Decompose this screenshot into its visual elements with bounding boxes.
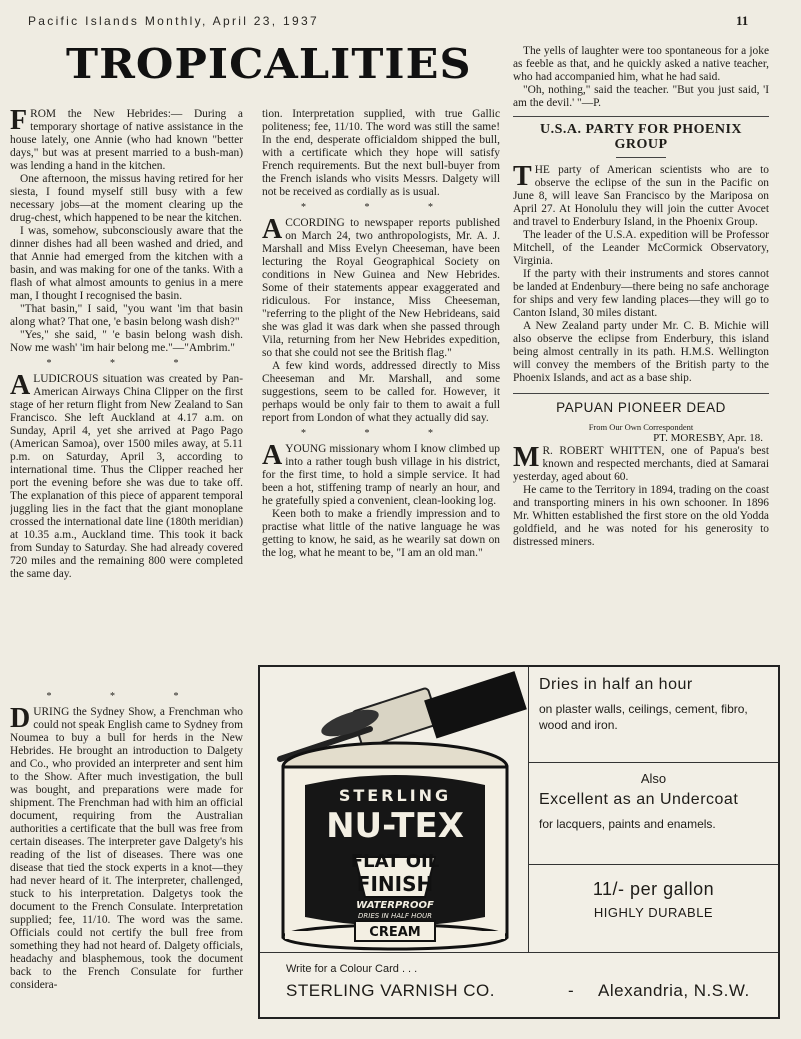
tin-line3: WATERPROOF <box>356 900 434 911</box>
ad-footer <box>260 952 778 1018</box>
column-2 <box>262 108 500 656</box>
section-divider: * * * <box>301 428 461 439</box>
tin-line4: DRIES IN HALF HOUR <box>358 912 432 920</box>
section-divider: * * * <box>46 691 207 702</box>
headline-phoenix: U.S.A. PARTY FOR PHOENIX GROUP <box>539 122 743 152</box>
page-title: TROPICALITIES <box>66 40 472 88</box>
short-rule <box>616 157 666 158</box>
tin-color: CREAM <box>369 925 421 940</box>
ad-place: Alexandria, N.S.W. <box>598 981 750 1000</box>
ad-dries-text: on plaster walls, ceilings, cement, fibro, wood and iron. <box>539 702 748 732</box>
paragraph: "That basin," I said, "you want 'im that basin along what? That one, 'e basin belong wash dish?" <box>10 303 243 328</box>
rule <box>513 393 769 394</box>
paragraph: He came to the Territory in 1894, trading on the coast and transporting miners in his own schooner. In 1896 Mr. Whitten established the first store on the old Yodda goldfield, and he was noted for his generosity to distressed miners. <box>513 484 769 548</box>
ad-cell-undercoat <box>529 763 778 865</box>
article-anthropologists: ACCORDING to newspaper reports published on March 24, two anthropologists, Mr. A. J. Marshall and Miss Evelyn Cheeseman, have been lecturing the Royal Geographical Society on conditions in New Guinea and New Hebrides. Some of their statements appear exaggerated and ridiculous. For instance, Miss Cheeseman, "referring to the plight of the New Hebrideans, said she was glad it was dark when she passed through Vila, returning from her New Hebrides expedition, so that she could not see the British flag." <box>262 214 500 359</box>
column-1-lower <box>10 688 243 1028</box>
ad-dries-heading: Dries in half an hour <box>539 676 693 693</box>
running-head: Pacific Islands Monthly, April 23, 1937 <box>28 14 319 28</box>
drop-cap: M <box>513 442 540 473</box>
ad-illustration <box>260 667 529 952</box>
paragraph: The leader of the U.S.A. expedition will be Professor Mitchell, of the Leander McCormick Observatory, Virginia. <box>513 229 769 267</box>
tin-brand: STERLING <box>338 786 452 805</box>
ad-company: STERLING VARNISH CO. <box>286 981 495 1000</box>
ad-price: 11/- per gallon <box>592 879 715 899</box>
column-3 <box>513 45 769 657</box>
paragraph: "Oh, nothing," said the teacher. "But you just said, 'I am the devil.' "—P. <box>513 84 769 109</box>
paint-tin-illustration <box>260 667 528 952</box>
byline: From Our Own Correspondent <box>588 422 694 432</box>
section-divider: * * * <box>46 358 207 369</box>
ad-undercoat-text: for lacquers, paints and enamels. <box>539 817 716 831</box>
rule <box>513 116 769 117</box>
ad-colour-card: Write for a Colour Card . . . <box>286 963 418 975</box>
paragraph: I was, somehow, subconsciously aware that the dinner dishes had all been washed and dried, and that Annie had emerged from the kitchen with a basin, and was making for one of the tanks. With a flash of what almost amounts to genius in a mere man, I thought I recognised the basin. <box>10 225 243 302</box>
paragraph: One afternoon, the missus having retired for her siesta, I found myself still busy with a few necessary jobs—at the moment clearing up the drug-chest, which happened to be near the kitchen. <box>10 173 243 224</box>
ad-undercoat-heading: Excellent as an Undercoat <box>539 791 739 808</box>
article-papuan: M R. ROBERT WHITTEN, one of Papua's best known and respected merchants, died at Samarai yesterday, aged about 60. <box>513 442 769 483</box>
paragraph: A few kind words, addressed directly to Miss Cheeseman and Mr. Marshall, and some suggestions, seem to be called for. However, it perhaps would be only fair to them to await a full report from London of what they actually did say. <box>262 360 500 424</box>
article-missionary: A YOUNG missionary whom I know climbed up into a rather tough bush village in his district, for the first time, to hold a simple service. It had been a hot, stiffening tramp of nearly an hour, and he gratefully spied a convenient, clean-looking log. <box>262 440 500 507</box>
drop-cap: T <box>513 161 532 192</box>
tin-line1: FLAT OIL <box>350 851 440 872</box>
article-new-hebrides-intro: FROM the New Hebrides:— During a temporary shortage of native assistance in the house lately, one Annie (who had known "better days," but was at present married to a bush-man) was lending a hand in the kitchen. <box>10 108 243 172</box>
paragraph: Keen both to make a friendly impression and to practise what little of the native language he was getting to know, he said, as he wearily sat down on the log, what he meant to be, "I am an old man." <box>262 508 500 559</box>
drop-cap: F <box>10 108 28 136</box>
article-china-clipper: A LUDICROUS situation was created by Pan-American Airways China Clipper on the first stage of her return flight from New Zealand to San Francisco. She left Auckland at 4.17 a.m. on Sunday, April 4, yet she arrived at Pago Pago (American Samoa), over 1500 miles away, at 5.11 p.m. on Saturday, April 3, according to international time. Thus the Clipper reached her port the evening before she was due to take off. The explanation of this piece of apparent temporal juggling lies in the fact that the giant monoplane crossed the international date line (180th meridian) at 10.35 a.m., Auckland time. This took it back from Sunday to Saturday. She had already covered 720 miles and the remaining 800 were completed the same day. <box>10 370 243 580</box>
ad-also: Also <box>640 771 667 786</box>
ad-dash: - <box>568 981 574 1000</box>
paragraph: The yells of laughter were too spontaneous for a joke as feeble as that, and he quickly asked a native teacher, who had accompanied him, what he had said. <box>513 45 769 83</box>
article-phoenix: THE party of American scientists who are to observe the eclipse of the sun in the Pacific on June 8, will leave San Francisco by the Mariposa on April 27. At Honolulu they will join the cutter Avocet and travel to Enderbury Island, in the Phoenix Group. <box>513 161 769 228</box>
ad-cell-dries <box>529 667 778 763</box>
drop-cap: D <box>10 703 31 734</box>
tin-line2: FINISH <box>356 872 434 896</box>
drop-cap: A <box>262 214 283 245</box>
drop-cap: A <box>10 370 31 401</box>
paragraph: "Yes," she said, " 'e basin belong wash dish. Now me wash' 'im hair belong me."—"Ambrim." <box>10 329 243 354</box>
paragraph: tion. Interpretation supplied, with true Gallic politeness; fee, 11/10. The word was still the same! In the end, desperate officialdom shipped the bull, with a certificate which they hope will satisfy French requirements. But the next bull-buyer from the French islands who visits Messrs. Dalgety will not be received as cordially as is usual. <box>262 108 500 198</box>
ad-durable: HIGHLY DURABLE <box>593 905 714 920</box>
drop-cap: A <box>262 440 283 471</box>
tin-product: NU-TEX <box>326 806 464 846</box>
paragraph: A New Zealand party under Mr. C. B. Michie will also observe the eclipse from Enderbury, this island being almost centrally in its path. H.M.S. Wellington will convey the members of the British party to the Phoenix Islands, and act as a base ship. <box>513 320 769 384</box>
advertisement <box>258 665 780 1019</box>
paragraph: If the party with their instruments and stores cannot be landed at Endenbury—there being no safe anchorage for ships and very few landing places—they will go to Canton Island, 30 miles distant. <box>513 268 769 319</box>
headline-papuan: PAPUAN PIONEER DEAD <box>556 400 726 415</box>
ad-cell-price <box>529 865 778 952</box>
column-1 <box>10 108 243 718</box>
article-sydney-show: DURING the Sydney Show, a Frenchman who could not speak English came to Sydney from Noumea to buy a bull for herds in the New Hebrides. He brought an introduction to Dalgety and Co., who provided an interpreter and sent him to the Show. After much investigation, the bull was bought, and preparations were made for shipment. The Frenchman had with him an official document, requiring from the Australian authorities a certificate that the bull was free from certain diseases. The interpreter gave Dalgety's his reading of the list of diseases. There was one disease that tied the stock experts in a knot—they had never heard of it. The interpreter, challenged, stuck to his interpretation. Dalgetys took the document to the French Consulate. Interpretation supplied; fee, 11/10. The word was the same. Officials could not certify the bull free from something they had not heard of. Dalgety officials, headachy and blasphemous, took the document back to the French Consulate for further considera- <box>10 703 243 991</box>
section-divider: * * * <box>301 202 461 213</box>
page-number: 11 <box>736 13 749 28</box>
dateline: PT. MORESBY, Apr. 18. <box>653 432 763 444</box>
ad-copy <box>529 667 778 952</box>
